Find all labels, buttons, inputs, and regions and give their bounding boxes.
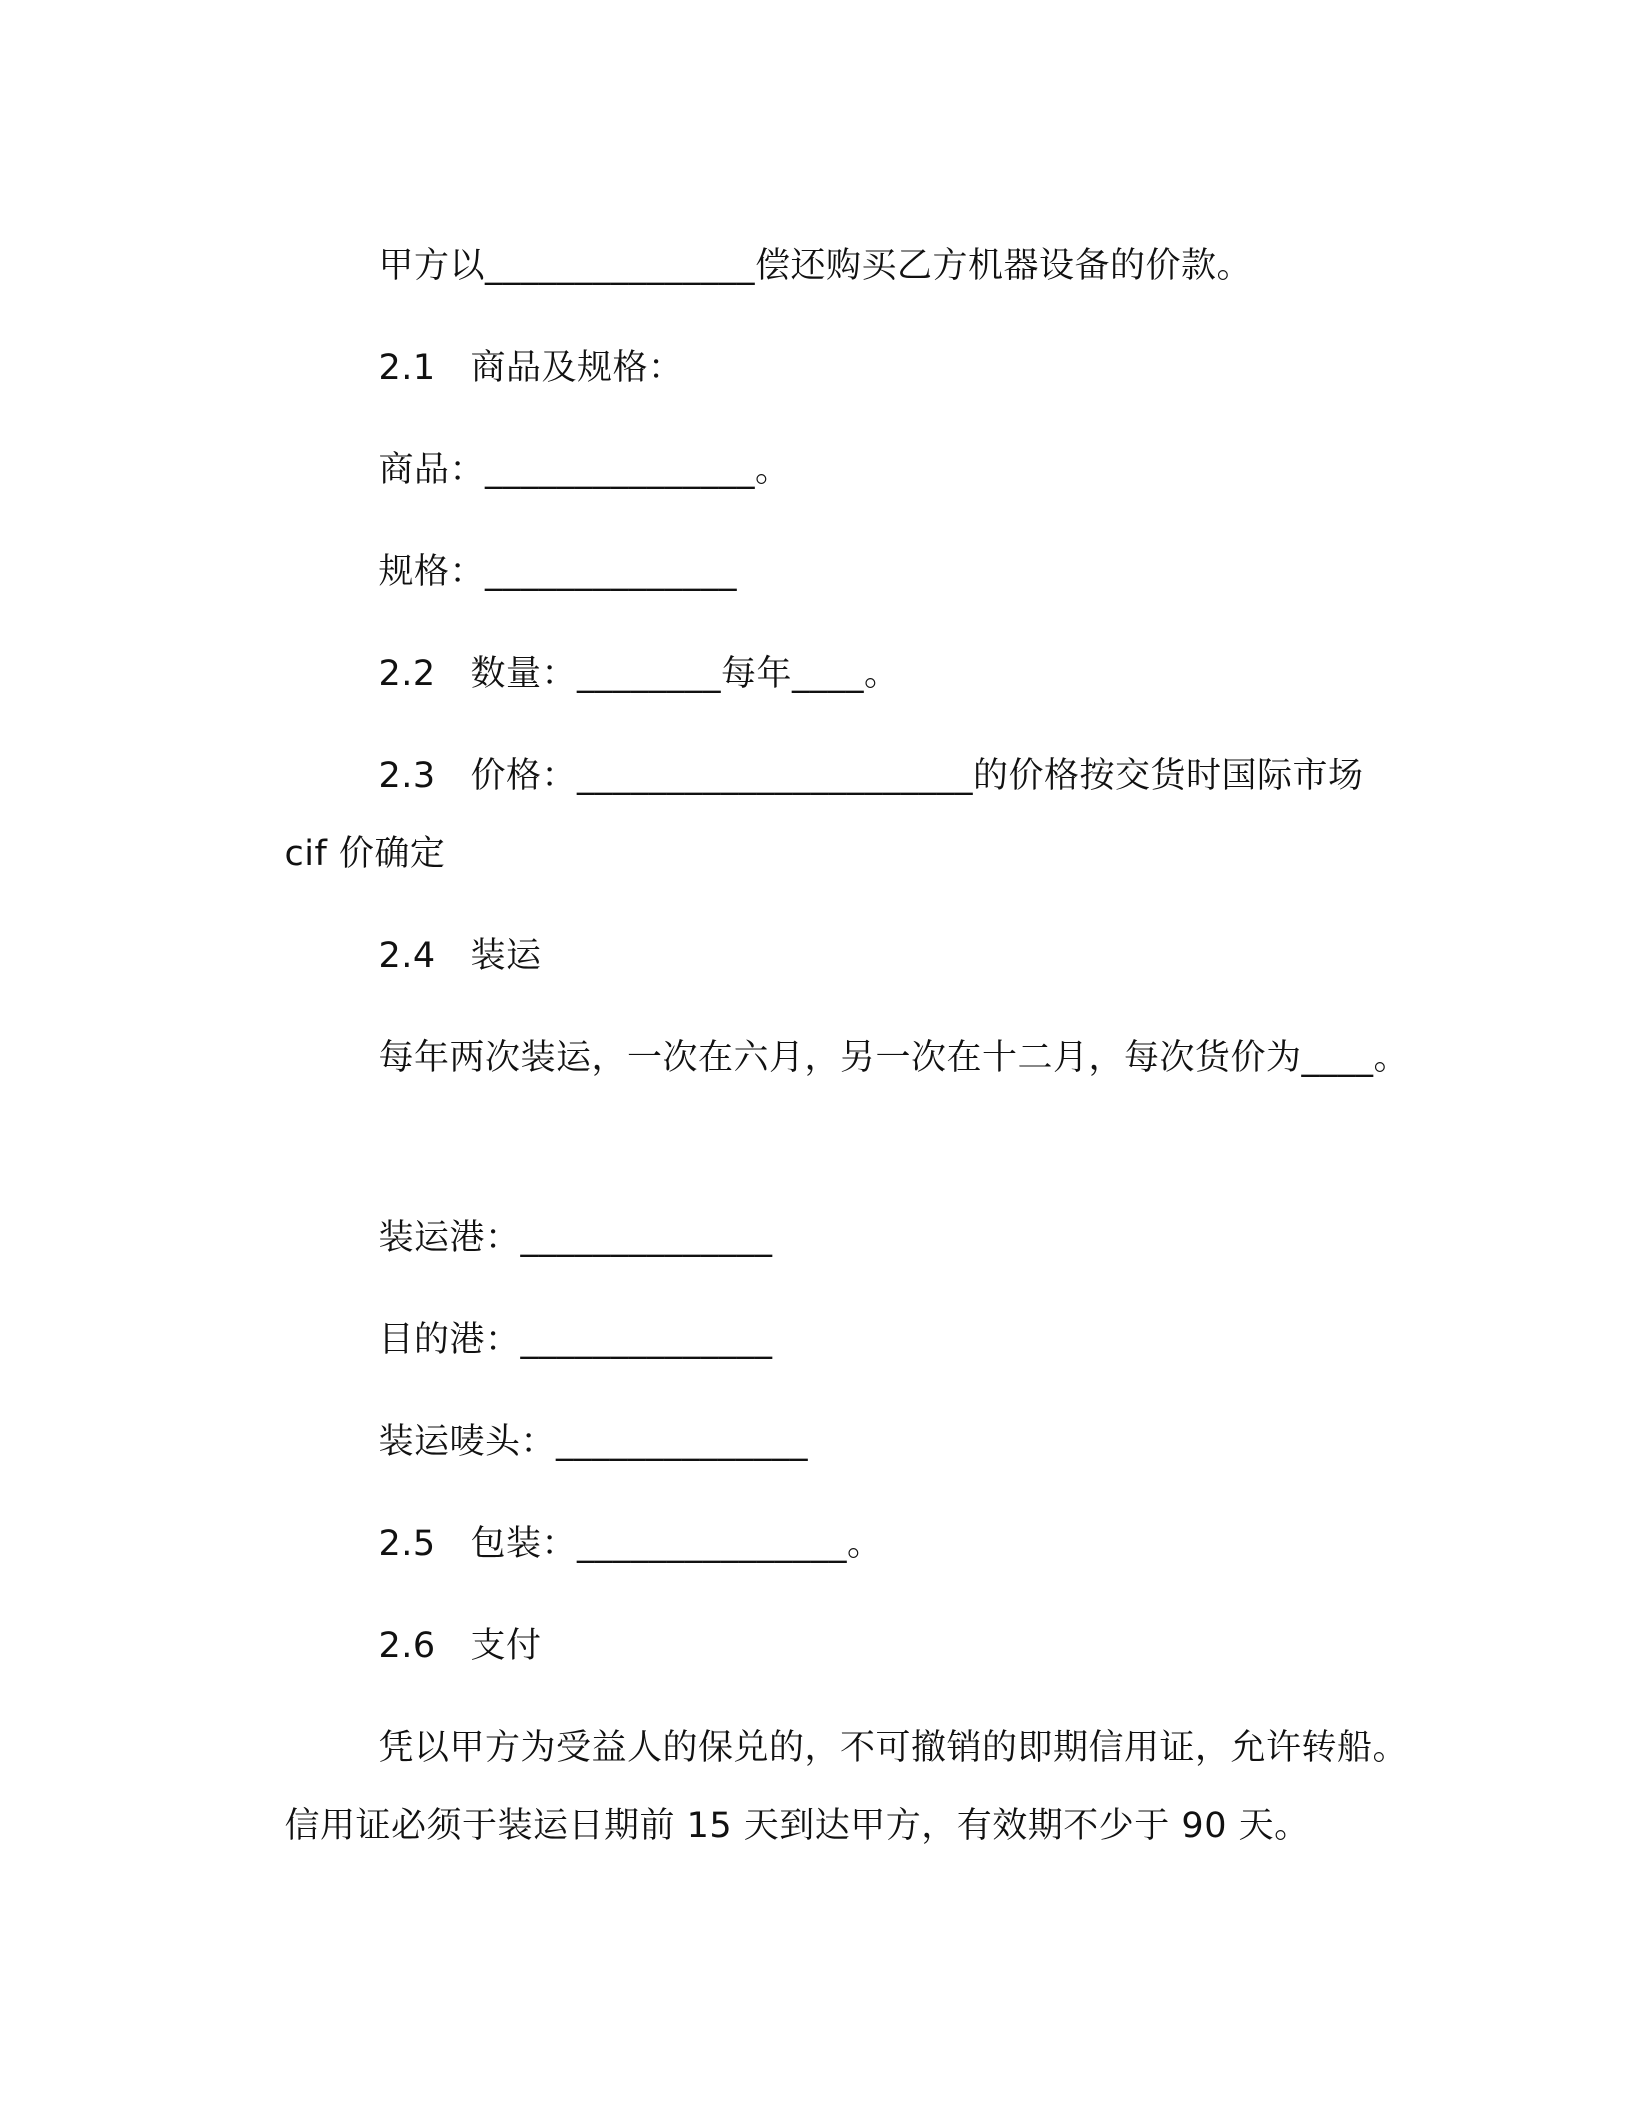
line-text: 每年两次装运，一次在六月，另一次在十二月，每次货价为____。 bbox=[378, 1038, 1410, 1078]
clause-number: 2.6 bbox=[378, 1626, 436, 1666]
clause-number: 2.4 bbox=[378, 936, 436, 976]
line-text: 信用证必须于装运日期前 15 天到达甲方，有效期不少于 90 天。 bbox=[284, 1806, 1310, 1846]
line-text: 装运唛头：______________ bbox=[378, 1422, 809, 1462]
line-text: 凭以甲方为受益人的保兑的，不可撤销的即期信用证，允许转船。 bbox=[378, 1728, 1409, 1768]
clause-title: 包装：_______________。 bbox=[470, 1524, 883, 1564]
line-text: 规格：______________ bbox=[378, 552, 738, 592]
clause-title: 支付 bbox=[470, 1626, 542, 1666]
line-text: 甲方以_______________偿还购买乙方机器设备的价款。 bbox=[378, 246, 1253, 286]
clause-title: 装运 bbox=[470, 936, 542, 976]
clause-number: 2.1 bbox=[378, 348, 436, 388]
clause-number: 2.5 bbox=[378, 1524, 436, 1564]
line-text: cif 价确定 bbox=[284, 834, 446, 874]
clause-title: 价格：______________________的价格按交货时国际市场 bbox=[470, 756, 1364, 796]
clause-title: 数量：________每年____。 bbox=[470, 654, 900, 694]
clause-number: 2.3 bbox=[378, 756, 436, 796]
line-text: 商品：_______________。 bbox=[378, 450, 791, 490]
shipment-schedule-line bbox=[332, 986, 1409, 1130]
clause-title: 商品及规格： bbox=[470, 348, 684, 388]
letter-of-credit-continuation-line bbox=[238, 1754, 1310, 1898]
line-text: 装运港：______________ bbox=[378, 1218, 773, 1258]
clause-2-3-price bbox=[332, 704, 1364, 848]
line-text: 目的港：______________ bbox=[378, 1320, 773, 1360]
clause-number: 2.2 bbox=[378, 654, 436, 694]
